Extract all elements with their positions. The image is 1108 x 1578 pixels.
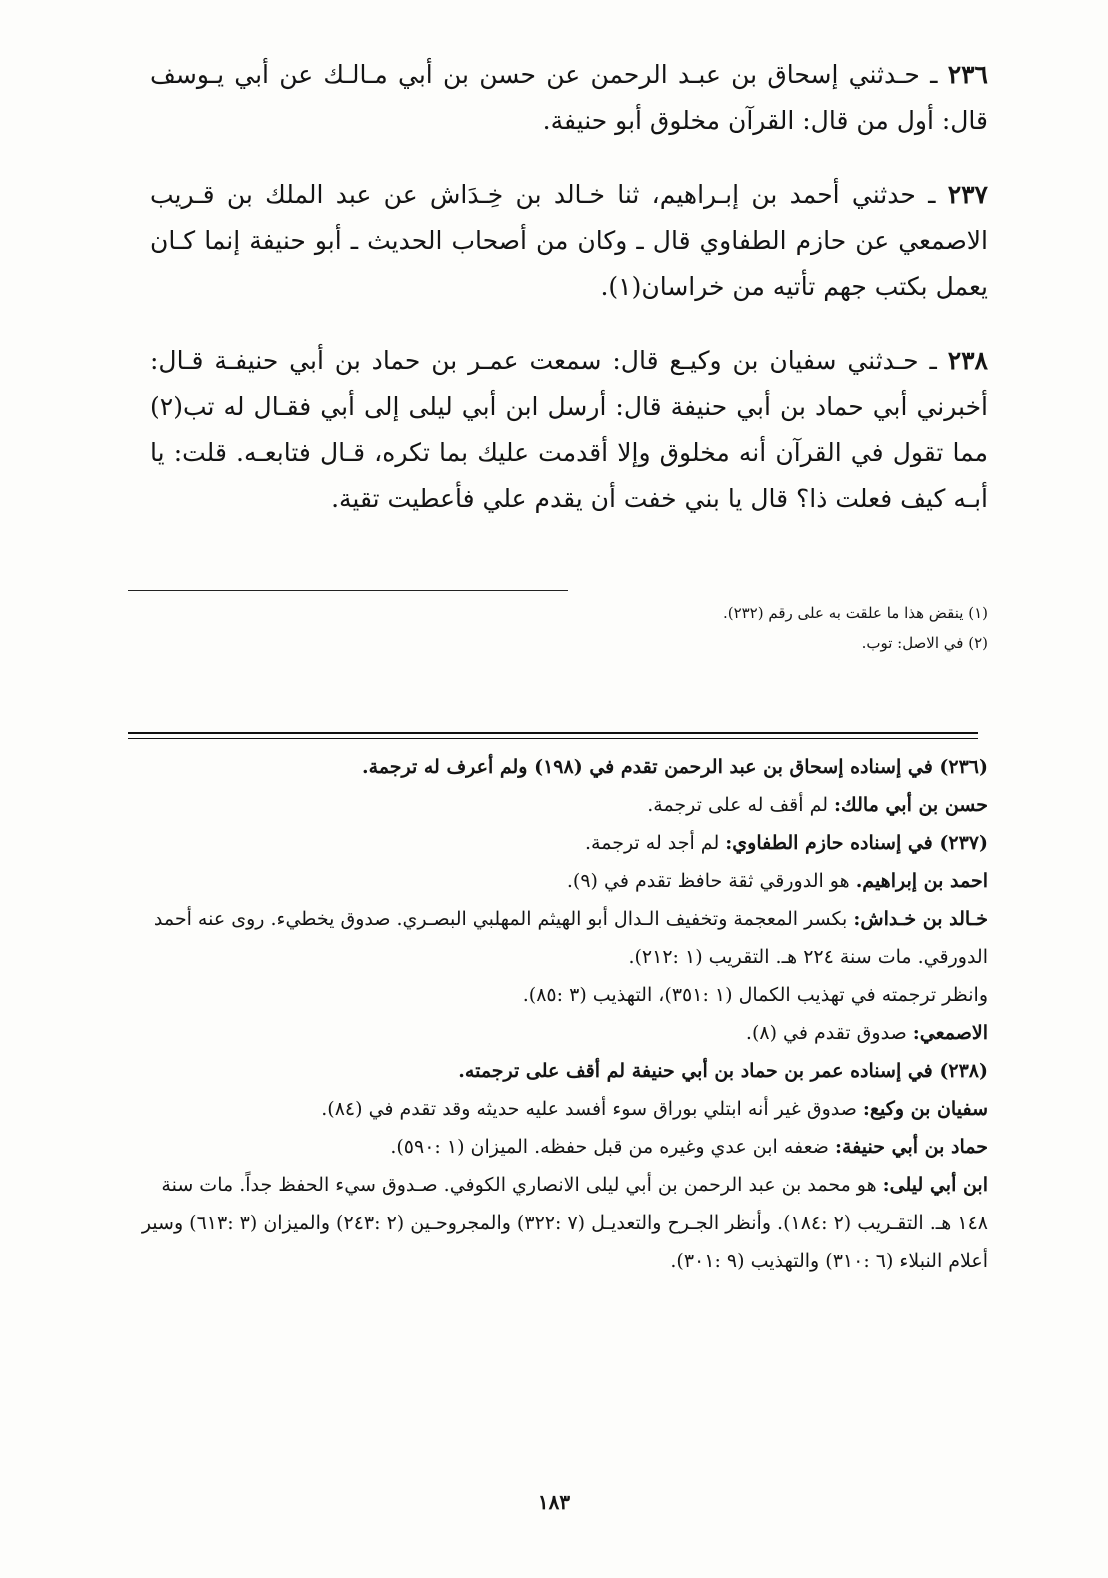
hadith-number: ٢٣٨: [947, 346, 988, 375]
note-item: [132, 1128, 988, 1166]
note-heading: حسن بن أبي مالك:: [834, 794, 988, 816]
note-item: [132, 1014, 988, 1052]
note-item: [132, 824, 988, 862]
note-heading: (٢٣٧) في إسناده حازم الطفاوي:: [725, 832, 988, 854]
page-number: ١٨٣: [537, 1490, 571, 1514]
note-item: [132, 1090, 988, 1128]
main-text: [150, 52, 988, 550]
note-heading: ابن أبي ليلى:: [882, 1174, 988, 1196]
note-body: بكسر المعجمة وتخفيف الـدال أبو الهيثم المهلبي البصـري. صدوق يخطيء. روى عنه أحمد الدورقي. مات سنة ٢٢٤ هـ. التقريب (١ :٢١٢).: [153, 908, 988, 968]
note-body: لم أقف له على ترجمة.: [647, 794, 835, 816]
note-body: صدوق غير أنه ابتلي بوراق سوء أفسد عليه حديثه وقد تقدم في (٨٤).: [321, 1098, 863, 1120]
hadith-236: [150, 52, 988, 144]
note-item: [132, 862, 988, 900]
hadith-text: ـ حـدثني إسحاق بن عبـد الرحمن عن حسن بن أبي مـالـك عن أبي يـوسف قال: أول من قال: القرآن مخلوق أبو حنيفة.: [150, 60, 988, 135]
hadith-number: ٢٣٧: [947, 180, 988, 209]
hadith-237: [150, 172, 988, 310]
hadith-text: ـ حـدثني سفيان بن وكيـع قال: سمعت عمـر بن حماد بن أبي حنيفـة قـال: أخبرني أبي حماد بن أبي حنيفة قال: أرسل ابن أبي ليلى إلى أبي فقـال له تب(٢) مما تقول في القرآن أنه مخلوق وإلا أقدمت عليك بما تكره، قـال فتابعـه. قلت: يا أبـه كيف فعلت ذا؟ قال يا بني خفت أن يقدم علي فأعطيت تقية.: [150, 346, 988, 513]
note-body: ضعفه ابن عدي وغيره من قبل حفظه. الميزان (١ :٥٩٠).: [390, 1136, 835, 1158]
note-heading: حماد بن أبي حنيفة:: [834, 1136, 988, 1158]
note-body: وانظر ترجمته في تهذيب الكمال (١ :٣٥١)، التهذيب (٣ :٨٥).: [522, 984, 988, 1006]
note-heading: الاصمعي:: [912, 1022, 988, 1044]
footnote-2: (٢) في الاصل: توب.: [861, 634, 988, 652]
hadith-238: [150, 338, 988, 522]
note-body: صدوق تقدم في (٨).: [745, 1022, 913, 1044]
note-heading: سفيان بن وكيع:: [862, 1098, 988, 1120]
hadith-number: ٢٣٦: [947, 60, 988, 89]
note-body: هو محمد بن عبد الرحمن بن أبي ليلى الانصاري الكوفي. صـدوق سيء الحفظ جداً. مات سنة ١٤٨ هـ. التقـريب (٢ :١٨٤). وأنظر الجـرح والتعديـل (٧ :٣٢٢) والمجروحـين (٢ :٢٤٣) والميزان (٣ :٦١٣) وسير أعلام النبلاء (٦ :٣١٠) والتهذيب (٩ :٣٠١).: [141, 1174, 988, 1272]
note-heading: (٢٣٦) في إسناده إسحاق بن عبد الرحمن تقدم في (١٩٨) ولم أعرف له ترجمة.: [361, 756, 988, 778]
commentary-notes: [132, 748, 988, 1280]
note-item: [132, 900, 988, 976]
separator-line-top: [128, 732, 978, 734]
footnote-1: (١) ينقض هذا ما علقت به على رقم (٢٣٢).: [722, 604, 988, 622]
footnotes: [150, 598, 988, 658]
note-item: [132, 748, 988, 786]
separator-line-bottom: [128, 738, 978, 739]
note-item: [132, 1166, 988, 1280]
note-heading: (٢٣٨) في إسناده عمر بن حماد بن أبي حنيفة لم أقف على ترجمته.: [458, 1060, 988, 1082]
note-item: [132, 1052, 988, 1090]
hadith-text: ـ حدثني أحمد بن إبـراهيم، ثنا خـالد بن خِـدَاش عن عبد الملك بن قـريب الاصمعي عن حازم الطفاوي قال ـ وكان من أصحاب الحديث ـ أبو حنيفة إنما كـان يعمل بكتب جهم تأتيه من خراسان(١).: [150, 180, 988, 301]
note-item: [132, 976, 988, 1014]
notes-double-separator: [128, 732, 978, 739]
note-item: [132, 786, 988, 824]
footnote-separator: [128, 590, 568, 591]
note-body: هو الدورقي ثقة حافظ تقدم في (٩).: [566, 870, 856, 892]
note-heading: احمد بن إبراهيم.: [855, 870, 988, 892]
note-body: لم أجد له ترجمة.: [584, 832, 726, 854]
note-heading: خـالد بن خـداش:: [853, 908, 988, 930]
